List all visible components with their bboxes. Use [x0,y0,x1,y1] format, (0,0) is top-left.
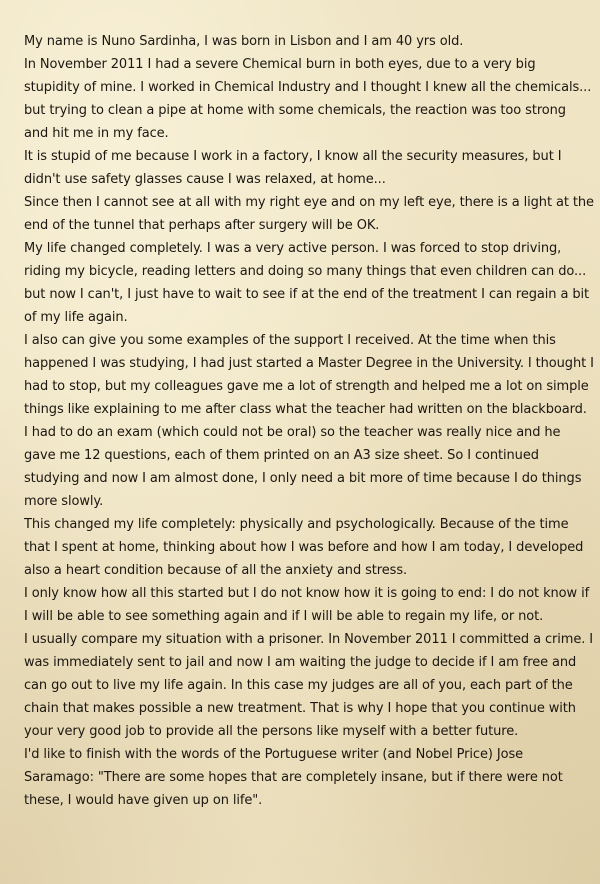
paragraph-vision: Since then I cannot see at all with my right eye and on my left eye, there is a light at the end of the tunnel that perhaps after surgery will be OK. [24,195,594,233]
paragraph-life-changed: My life changed completely. I was a very active person. I was forced to stop driving, riding my bicycle, reading letters and doing so many things that even children can do... but now I can't, I just have to wait to see if at the end of the treatment I can regain a bit of my life again. [24,241,590,325]
paragraph-intro: My name is Nuno Sardinha, I was born in Lisbon and I am 40 yrs old. [24,34,464,49]
paragraph-health: This changed my life completely: physically and psychologically. Because of the time that I spent at home, thinking about how I was before and how I am today, I developed also a heart condition because of all the anxiety and stress. [24,517,584,578]
paragraph-accident: In November 2011 I had a severe Chemical burn in both eyes, due to a very big stupidity of mine. I worked in Chemical Industry and I thought I knew all the chemicals... but trying to clean a pipe at home with some chemicals, the reaction was too strong and hit me in my face. [24,57,592,141]
paragraph-security: It is stupid of me because I work in a factory, I know all the security measures, but I didn't use safety glasses cause I was relaxed, at home... [24,149,562,187]
paragraph-support: I also can give you some examples of the support I received. At the time when this happened I was studying, I had just started a Master Degree in the University. I thought I had to stop, but my colleagues gave me a lot of strength and helped me a lot on simple things like explaining to me after class what the teacher had written on the blackboard. I had to do an exam (which could not be oral) so the teacher was really nice and he gave me 12 questions, each of them printed on an A3 size sheet. So I continued studying and now I am almost done, I only need a bit more of time because I do things more slowly. [24,333,594,509]
paragraph-quote: I'd like to finish with the words of the Portuguese writer (and Nobel Price) Jose Saramago: "There are some hopes that are completely insane, but if there were not these, I would have given up on life". [24,747,563,808]
paragraph-prisoner: I usually compare my situation with a prisoner. In November 2011 I committed a crime. I was immediately sent to jail and now I am waiting the judge to decide if I am free and can go out to live my life again. In this case my judges are all of you, each part of the chain that makes possible a new treatment. That is why I hope that you continue with your very good job to provide all the persons like myself with a better future. [24,632,594,739]
paragraph-uncertainty: I only know how all this started but I do not know how it is going to end: I do not know if I will be able to see something again and if I will be able to regain my life, or not. [24,586,590,624]
